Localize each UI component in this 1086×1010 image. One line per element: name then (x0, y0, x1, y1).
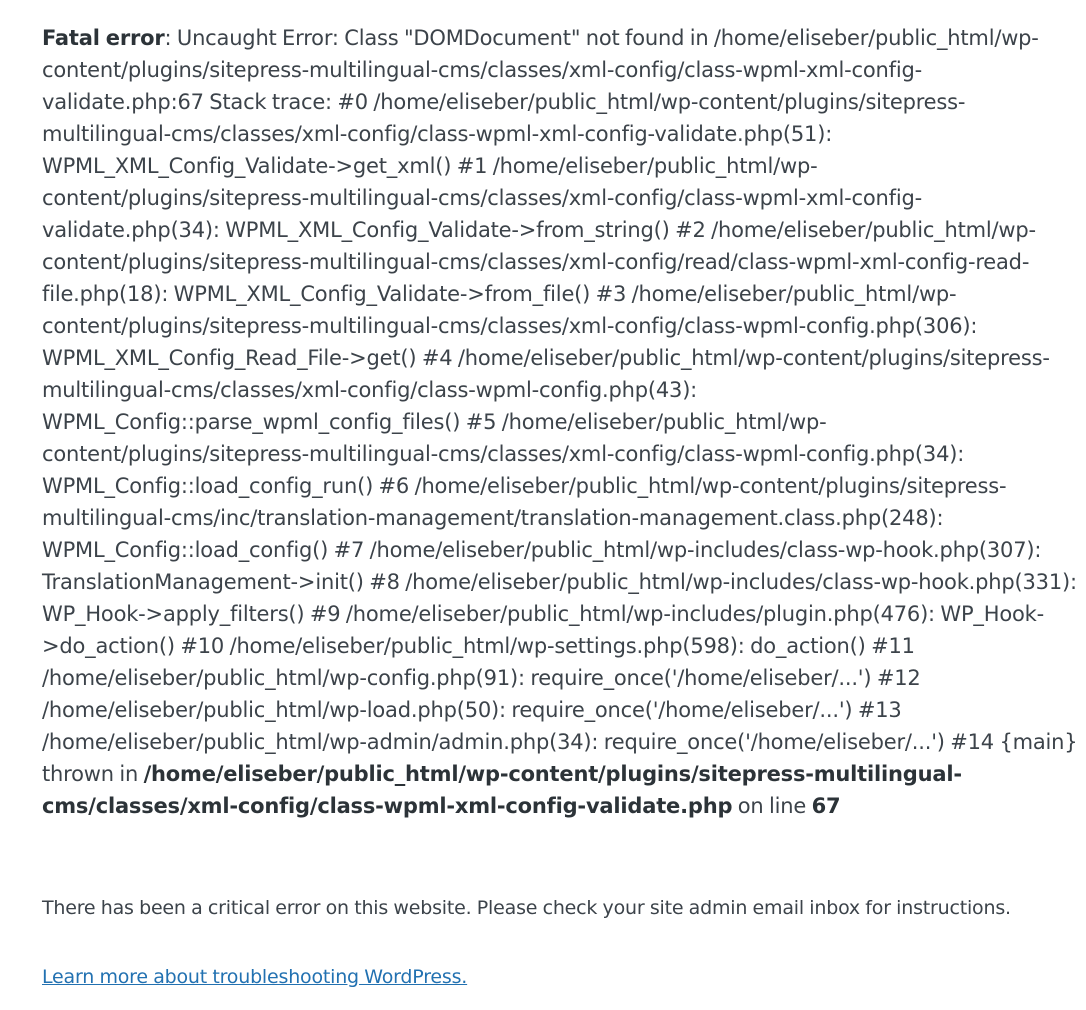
error-stack-trace: Uncaught Error: Class "DOMDocument" not found in /home/eliseber/public_html/wp-content/plugins/sitepress-multilingual-cms/classes/xml-config/class-wpml-xml-config-validate.php:67 Stack trace: #0 /home/eliseber/public_html/wp-content/plugins/sitepress-multilingual-cms/classes/xml-config/class-wpml-xml-config-validate.php(51): WPML_XML_Config_Validate->get_xml() #1 /home/eliseber/public_html/wp-content/plugins/sitepress-multilingual-cms/classes/xml-config/class-wpml-xml-config-validate.php(34): WPML_XML_Config_Validate->from_string() #2 /home/eliseber/public_html/wp-content/plugins/sitepress-multilingual-cms/classes/xml-config/read/class-wpml-xml-config-read-file.php(18): WPML_XML_Config_Validate->from_file() #3 /home/eliseber/public_html/wp-content/plugins/sitepress-multilingual-cms/classes/xml-config/class-wpml-config.php(306): WPML_XML_Config_Read_File->get() #4 /home/eliseber/public_html/wp-content/plugins/sitepress-multilingual-cms/classes/xml-config/class-wpml-config.php(43): WPML_Config::parse_wpml_config_files() #5 /home/eliseber/public_html/wp-content/plugins/sitepress-multilingual-cms/classes/xml-config/class-wpml-config.php(34): WPML_Config::load_config_run() #6 /home/eliseber/public_html/wp-content/plugins/sitepress-multilingual-cms/inc/translation-management/translation-management.class.php(248): WPML_Config::load_config() #7 /home/eliseber/public_html/wp-includes/class-wp-hook.php(307): TranslationManagement->init() #8 /home/eliseber/public_html/wp-includes/class-wp-hook.php(331): WP_Hook->apply_filters() #9 /home/eliseber/public_html/wp-includes/plugin.php(476): WP_Hook->do_action() #10 /home/eliseber/public_html/wp-settings.php(598): do_action() #11 /home/eliseber/public_html/wp-config.php(91): require_once('/home/eliseber/...') #12 /home/eliseber/public_html/wp-load.php(50): require_once('/home/eliseber/...') #13 /home/eliseber/public_html/wp-admin/admin.php(34): require_once('/home/eliseber/...') #14 {main} thrown (42, 26, 1078, 786)
error-separator: : (164, 26, 177, 50)
error-page (42, 22, 1082, 988)
troubleshooting-link[interactable]: Learn more about troubleshooting WordPress. (42, 966, 468, 988)
error-file-path: /home/eliseber/public_html/wp-content/plugins/sitepress-multilingual-cms/classes/xml-config/class-wpml-xml-config-validate.php (42, 762, 962, 818)
fatal-error-label: Fatal error (42, 26, 165, 50)
error-line-number: 67 (811, 794, 841, 818)
error-in-text: in (113, 762, 144, 786)
error-line-text: on line (732, 794, 812, 818)
fatal-error-message (42, 22, 1082, 822)
critical-error-notice: There has been a critical error on this website. Please check your site admin email inbox for instructions. (42, 897, 1011, 919)
